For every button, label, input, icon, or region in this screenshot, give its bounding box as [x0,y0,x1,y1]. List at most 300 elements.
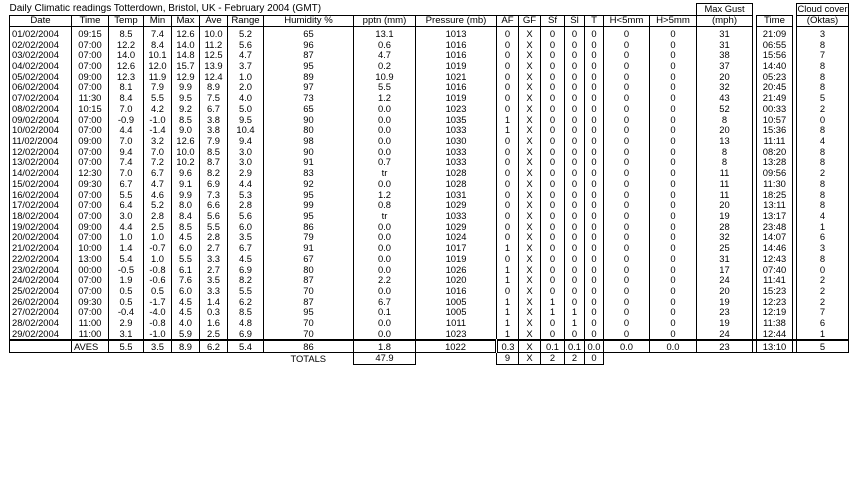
cell-h-lt5: 0 [604,232,650,243]
cell-af: 0 [497,221,519,232]
cell-max-gust: 13 [697,136,753,147]
cell-time: 10:00 [72,243,109,254]
cell-ave: 13.9 [200,61,228,72]
cell-gust-time: 13:17 [757,211,793,222]
cell-gust-time: 15:36 [757,125,793,136]
cell-range: 8.2 [228,275,264,286]
cell-cloud-cover: 0 [797,264,849,275]
cell-pressure: 1005 [416,307,497,318]
cell-sf: 0 [541,329,565,341]
cell-sf: 0 [541,82,565,93]
cell-date: 18/02/2004 [10,211,72,222]
cell-max: 6.1 [172,264,200,275]
table-row [10,146,849,157]
cell-date: 29/02/2004 [10,329,72,341]
cell-min: 7.4 [144,27,172,39]
cell-max-gust: 19 [697,296,753,307]
cell-range: 4.0 [228,93,264,104]
cell-gust-time: 07:40 [757,264,793,275]
cell-min: 3.2 [144,136,172,147]
cell-time: 07:00 [72,61,109,72]
cell-gf: X [519,71,541,82]
cell-pptn: 0.0 [354,286,416,297]
cell-max-gust: 17 [697,264,753,275]
cell-gf: X [519,146,541,157]
cell-sl: 0 [565,136,585,147]
cell-date: 03/02/2004 [10,50,72,61]
cell-max: 12.6 [172,27,200,39]
cell-date: 09/02/2004 [10,114,72,125]
cell-max: 4.5 [172,232,200,243]
cell-pptn: 2.2 [354,275,416,286]
cell-h-gt5: 0 [650,179,697,190]
cell-max-gust: 31 [697,39,753,50]
cell-sf: 0 [541,114,565,125]
cell-humidity: 70 [264,318,354,329]
cell-max: 9.5 [172,93,200,104]
cell-pptn: 0.2 [354,61,416,72]
cell-humidity: 65 [264,27,354,39]
cell-af: 1 [497,307,519,318]
cell-gust-time: 21:49 [757,93,793,104]
cell-range: 3.0 [228,157,264,168]
cell-min: -0.8 [144,264,172,275]
cell-t: 0 [585,307,604,318]
cell-sf: 0 [541,232,565,243]
cell-sf: 0 [541,318,565,329]
total-gf: X [519,353,541,365]
cell-h-lt5: 0 [604,61,650,72]
cell-sf: 0 [541,264,565,275]
cell-humidity: 87 [264,296,354,307]
cell-temp: 1.4 [109,243,144,254]
cell-pressure: 1017 [416,243,497,254]
cell-temp: -0.5 [109,264,144,275]
cell-h-lt5: 0 [604,114,650,125]
totals-row [10,353,849,365]
cell-temp: 7.0 [109,168,144,179]
cell-ave: 3.3 [200,286,228,297]
cell-af: 0 [497,103,519,114]
cell-sf: 0 [541,243,565,254]
cell-sf: 0 [541,93,565,104]
cell-time: 07:00 [72,50,109,61]
cell-sl: 0 [565,179,585,190]
cell-pptn: 0.0 [354,318,416,329]
cell-cloud-cover: 7 [797,307,849,318]
cell-pressure: 1023 [416,329,497,341]
cell-pressure: 1019 [416,254,497,265]
cell-min: -1.4 [144,125,172,136]
cell-time: 07:00 [72,275,109,286]
header-row [10,15,849,27]
cell-gust-time: 13:28 [757,157,793,168]
cell-h-lt5: 0 [604,254,650,265]
cell-max-gust: 19 [697,211,753,222]
cell-cloud-cover: 8 [797,254,849,265]
cell-sf: 0 [541,157,565,168]
cell-h-gt5: 0 [650,125,697,136]
cell-ave: 12.4 [200,71,228,82]
cell-ave: 7.3 [200,189,228,200]
header-humidity: Humidity % [264,15,354,27]
cell-range: 4.7 [228,50,264,61]
cell-humidity: 70 [264,329,354,341]
cell-range: 6.9 [228,329,264,341]
cell-t: 0 [585,146,604,157]
cell-date: 17/02/2004 [10,200,72,211]
cell-t: 0 [585,50,604,61]
cell-humidity: 90 [264,146,354,157]
cell-range: 6.2 [228,296,264,307]
cell-sf: 0 [541,125,565,136]
cell-humidity: 92 [264,179,354,190]
total-sf: 2 [541,353,565,365]
cell-date: 28/02/2004 [10,318,72,329]
cell-gust-time: 15:56 [757,50,793,61]
cell-temp: 0.5 [109,296,144,307]
cell-t: 0 [585,103,604,114]
cell-temp: 6.7 [109,179,144,190]
cell-sf: 0 [541,39,565,50]
cell-gust-time: 23:48 [757,221,793,232]
cell-sl: 0 [565,189,585,200]
cell-humidity: 65 [264,103,354,114]
cell-h-gt5: 0 [650,114,697,125]
cell-cloud-cover: 2 [797,296,849,307]
cell-max: 8.0 [172,200,200,211]
cell-sf: 0 [541,179,565,190]
cell-max-gust: 19 [697,318,753,329]
cell-humidity: 91 [264,243,354,254]
average-t: 0.0 [585,340,604,352]
cell-temp: 4.4 [109,221,144,232]
climate-table [9,3,849,365]
cell-gust-time: 20:45 [757,82,793,93]
cell-min: 1.0 [144,254,172,265]
cell-h-gt5: 0 [650,264,697,275]
cloud-cover-header: Cloud cover [797,3,848,15]
cell-ave: 2.7 [200,264,228,275]
table-row [10,179,849,190]
cell-cloud-cover: 5 [797,93,849,104]
cell-pptn: 0.0 [354,179,416,190]
cell-af: 1 [497,275,519,286]
cell-h-gt5: 0 [650,200,697,211]
cell-sl: 0 [565,211,585,222]
cell-time: 07:00 [72,286,109,297]
header-time: Time [72,15,109,27]
average-humidity: 86 [264,340,354,352]
cell-ave: 2.5 [200,329,228,341]
table-row [10,232,849,243]
cell-h-gt5: 0 [650,286,697,297]
cell-sl: 0 [565,275,585,286]
cell-h-lt5: 0 [604,221,650,232]
cell-cloud-cover: 8 [797,61,849,72]
cell-af: 0 [497,157,519,168]
cell-max: 9.1 [172,179,200,190]
cell-humidity: 80 [264,125,354,136]
cell-max-gust: 11 [697,168,753,179]
cell-gf: X [519,254,541,265]
cell-t: 0 [585,286,604,297]
max-gust-header: Max Gust [697,4,753,16]
cell-gf: X [519,286,541,297]
cell-max-gust: 24 [697,329,753,341]
cell-time: 09:00 [72,221,109,232]
cell-min: 10.1 [144,50,172,61]
cell-sf: 0 [541,275,565,286]
cell-max-gust: 8 [697,114,753,125]
cell-temp: 14.0 [109,50,144,61]
cell-h-gt5: 0 [650,168,697,179]
cell-temp: 5.4 [109,254,144,265]
cell-gf: X [519,136,541,147]
cell-t: 0 [585,318,604,329]
cell-gust-time: 14:46 [757,243,793,254]
cell-range: 5.0 [228,103,264,114]
cell-humidity: 96 [264,39,354,50]
cell-sl: 0 [565,157,585,168]
cell-sl: 0 [565,50,585,61]
cell-af: 0 [497,71,519,82]
cell-time: 07:00 [72,125,109,136]
cell-range: 5.3 [228,189,264,200]
cell-h-gt5: 0 [650,221,697,232]
cell-humidity: 98 [264,136,354,147]
cell-pptn: 0.6 [354,39,416,50]
cell-humidity: 95 [264,307,354,318]
cell-af: 0 [497,82,519,93]
cell-cloud-cover: 0 [797,114,849,125]
cell-h-lt5: 0 [604,125,650,136]
cell-date: 01/02/2004 [10,27,72,39]
cell-t: 0 [585,168,604,179]
cell-gf: X [519,39,541,50]
average-sf: 0.1 [541,340,565,352]
cell-cloud-cover: 8 [797,189,849,200]
cell-pptn: 0.0 [354,264,416,275]
cell-ave: 10.0 [200,27,228,39]
cell-date: 26/02/2004 [10,296,72,307]
cell-h-lt5: 0 [604,27,650,39]
cell-pressure: 1016 [416,82,497,93]
cell-pressure: 1033 [416,146,497,157]
cell-temp: 3.1 [109,329,144,341]
cell-sl: 1 [565,318,585,329]
cell-range: 2.9 [228,168,264,179]
cell-range: 3.5 [228,232,264,243]
cell-pressure: 1013 [416,27,497,39]
average-gf: X [519,340,541,352]
cell-gf: X [519,61,541,72]
cell-af: 1 [497,318,519,329]
cell-humidity: 79 [264,232,354,243]
cell-cloud-cover: 8 [797,125,849,136]
cell-pressure: 1011 [416,318,497,329]
cell-ave: 6.6 [200,200,228,211]
header-pressure: Pressure (mb) [416,15,497,27]
cell-gf: X [519,211,541,222]
cell-time: 09:00 [72,71,109,82]
cell-sf: 0 [541,71,565,82]
cell-af: 1 [497,114,519,125]
cell-date: 22/02/2004 [10,254,72,265]
cell-t: 0 [585,254,604,265]
cell-sf: 0 [541,61,565,72]
cell-cloud-cover: 1 [797,329,849,341]
cell-min: 12.0 [144,61,172,72]
average-pressure: 1022 [416,340,497,352]
cell-max: 10.0 [172,146,200,157]
cell-range: 3.0 [228,146,264,157]
cell-t: 0 [585,211,604,222]
table-row [10,125,849,136]
cell-range: 3.7 [228,61,264,72]
cell-sl: 0 [565,103,585,114]
cell-cloud-cover: 8 [797,39,849,50]
cell-temp: 7.0 [109,103,144,114]
cell-gust-time: 11:30 [757,179,793,190]
cell-max-gust: 20 [697,286,753,297]
cell-sf: 0 [541,221,565,232]
cell-gf: X [519,179,541,190]
cell-humidity: 97 [264,82,354,93]
cell-h-lt5: 0 [604,157,650,168]
cell-ave: 2.7 [200,243,228,254]
cell-sl: 0 [565,71,585,82]
cell-gust-time: 00:33 [757,103,793,114]
table-row [10,286,849,297]
average-min: 3.5 [144,340,172,352]
cell-time: 07:00 [72,307,109,318]
cell-pressure: 1024 [416,232,497,243]
average-h-gt5: 0.0 [650,340,697,352]
cell-max: 7.6 [172,275,200,286]
cell-h-gt5: 0 [650,50,697,61]
cell-t: 0 [585,200,604,211]
cell-gf: X [519,168,541,179]
cell-gust-time: 21:09 [757,27,793,39]
cell-humidity: 80 [264,264,354,275]
cell-min: 0.5 [144,286,172,297]
cell-cloud-cover: 4 [797,211,849,222]
cell-pressure: 1016 [416,39,497,50]
cell-pptn: 0.0 [354,136,416,147]
cell-cloud-cover: 8 [797,200,849,211]
cell-min: -0.6 [144,275,172,286]
cell-max-gust: 20 [697,71,753,82]
table-row [10,275,849,286]
cell-h-lt5: 0 [604,50,650,61]
cell-h-lt5: 0 [604,39,650,50]
cell-sf: 0 [541,189,565,200]
cell-gf: X [519,103,541,114]
average-af: 0.3 [497,340,519,352]
cell-gust-time: 18:25 [757,189,793,200]
header-max: Max [172,15,200,27]
cell-af: 0 [497,136,519,147]
cell-af: 1 [497,125,519,136]
cell-sl: 0 [565,254,585,265]
cell-humidity: 87 [264,50,354,61]
cell-max-gust: 38 [697,50,753,61]
cell-gf: X [519,157,541,168]
cell-gf: X [519,93,541,104]
table-row [10,211,849,222]
cell-t: 0 [585,243,604,254]
table-row [10,168,849,179]
cell-sf: 0 [541,254,565,265]
cell-t: 0 [585,232,604,243]
cell-time: 10:15 [72,103,109,114]
cell-max: 9.0 [172,125,200,136]
cell-temp: 12.6 [109,61,144,72]
cell-sl: 0 [565,82,585,93]
cell-sf: 0 [541,286,565,297]
total-af: 9 [497,353,519,365]
cell-h-gt5: 0 [650,39,697,50]
cell-pptn: tr [354,168,416,179]
cell-pptn: 0.7 [354,157,416,168]
cell-min: -1.7 [144,296,172,307]
cell-t: 0 [585,125,604,136]
cell-max-gust: 11 [697,189,753,200]
cell-humidity: 67 [264,254,354,265]
cell-max-gust: 8 [697,146,753,157]
cell-pptn: 4.7 [354,50,416,61]
cell-sl: 0 [565,232,585,243]
table-row [10,71,849,82]
cell-pptn: 10.9 [354,71,416,82]
cell-gf: X [519,82,541,93]
cell-h-lt5: 0 [604,286,650,297]
cell-gust-time: 12:43 [757,254,793,265]
cell-humidity: 73 [264,93,354,104]
cell-sf: 0 [541,146,565,157]
cell-range: 5.2 [228,27,264,39]
cell-gf: X [519,50,541,61]
cell-range: 5.6 [228,39,264,50]
cell-sl: 0 [565,329,585,341]
cell-ave: 0.3 [200,307,228,318]
cell-range: 5.6 [228,211,264,222]
average-sl: 0.1 [565,340,585,352]
table-row [10,39,849,50]
cell-temp: 5.5 [109,189,144,200]
cell-cloud-cover: 2 [797,168,849,179]
cell-time: 07:00 [72,114,109,125]
cell-temp: 7.0 [109,136,144,147]
cell-gust-time: 06:55 [757,39,793,50]
cell-temp: 9.4 [109,146,144,157]
cell-sf: 0 [541,136,565,147]
cell-pressure: 1035 [416,114,497,125]
cell-af: 1 [497,243,519,254]
cell-humidity: 83 [264,168,354,179]
cell-gf: X [519,329,541,341]
cell-h-gt5: 0 [650,296,697,307]
cell-humidity: 95 [264,211,354,222]
cell-pptn: 0.0 [354,232,416,243]
average-temp: 5.5 [109,340,144,352]
cell-max: 14.8 [172,50,200,61]
cell-h-lt5: 0 [604,211,650,222]
cell-sl: 0 [565,296,585,307]
cell-max: 9.2 [172,103,200,114]
cell-min: 5.2 [144,200,172,211]
